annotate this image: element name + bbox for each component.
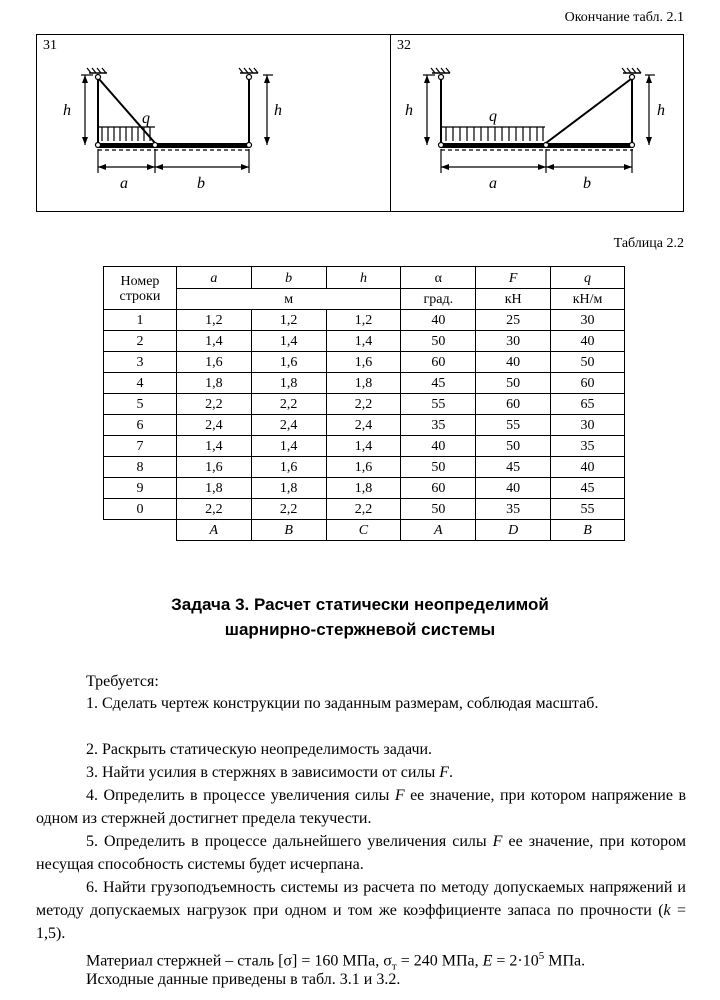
required-label: Требуется: (86, 673, 159, 690)
footer-cell: C (326, 520, 401, 541)
row-number-header: Номер строки (104, 267, 177, 310)
label-h-right: h (657, 102, 665, 119)
row-number-cell: 9 (104, 478, 177, 499)
column-header: b (251, 267, 326, 289)
table-cell: 45 (476, 457, 551, 478)
table-cell: 1,4 (251, 331, 326, 352)
table-cell: 30 (476, 331, 551, 352)
table-cell: 1,8 (251, 478, 326, 499)
table-row (104, 373, 625, 394)
table-cell: 50 (401, 457, 476, 478)
table-row (104, 499, 625, 520)
table-cell: 40 (476, 478, 551, 499)
figure-panel (36, 34, 684, 212)
table-cell: 1,4 (326, 436, 401, 457)
task-subtitle: шарнирно-стержневой системы (224, 620, 496, 639)
table-cell: 2,2 (176, 499, 251, 520)
row-number-cell: 2 (104, 331, 177, 352)
table-cell: 1,4 (251, 436, 326, 457)
table-cell: 50 (551, 352, 625, 373)
row-number-cell: 8 (104, 457, 177, 478)
table-cell: 1,8 (251, 373, 326, 394)
table-cell: 40 (401, 310, 476, 331)
table-header-row (104, 267, 625, 289)
table-cell: 2,4 (251, 415, 326, 436)
label-h-right: h (274, 102, 282, 119)
table-cell: 50 (476, 373, 551, 394)
item-4: 4. Определить в процессе увеличения силы F ее значение, при котором напряжение в одном из стержней достигнет предела текучести. (36, 787, 686, 827)
table-cell: 2,2 (326, 499, 401, 520)
table-body (104, 310, 625, 520)
task-title: Задача 3. Расчет статически неопределимой (171, 595, 549, 614)
row-number-cell: 6 (104, 415, 177, 436)
table-units-row (104, 289, 625, 310)
unit-cell: кН/м (551, 289, 625, 310)
label-b: b (197, 175, 205, 192)
table-cell: 40 (476, 352, 551, 373)
column-header: q (551, 267, 625, 289)
figure-number-31: 31 (43, 38, 57, 53)
row-number-cell: 5 (104, 394, 177, 415)
table-cell: 2,2 (326, 394, 401, 415)
table-cell: 1,2 (176, 310, 251, 331)
label-a: a (489, 175, 497, 192)
table-cell: 50 (401, 499, 476, 520)
row-number-cell: 0 (104, 499, 177, 520)
table-cell: 35 (401, 415, 476, 436)
table-cell: 1,4 (176, 436, 251, 457)
table-cell: 1,6 (176, 457, 251, 478)
table-cell: 60 (401, 478, 476, 499)
column-header: a (176, 267, 251, 289)
table-cell: 35 (476, 499, 551, 520)
diagram-32 (391, 35, 685, 211)
table-cell: 2,2 (176, 394, 251, 415)
table-cell: 60 (551, 373, 625, 394)
table-cell: 1,8 (176, 478, 251, 499)
table-cell: 1,6 (251, 352, 326, 373)
item-5: 5. Определить в процессе дальнейшего увеличения силы F ее значение, при котором несущая способность системы будет исчерпана. (36, 833, 686, 873)
column-header: α (401, 267, 476, 289)
table-cell: 1,6 (326, 352, 401, 373)
unit-cell: кН (476, 289, 551, 310)
table-cell: 55 (401, 394, 476, 415)
table-cell: 1,6 (326, 457, 401, 478)
table-row (104, 310, 625, 331)
column-header: F (476, 267, 551, 289)
label-h-left: h (63, 102, 71, 119)
table-row (104, 352, 625, 373)
item-6: 6. Найти грузоподъемность системы из расчета по методу допускаемых напряжений и методу допускаемых нагрузок при одном и том же коэффициенте запаса по прочности (k = 1,5). (36, 879, 687, 942)
column-header: h (326, 267, 401, 289)
table-cell: 50 (476, 436, 551, 457)
table-cell: 1,6 (176, 352, 251, 373)
table-cell: 45 (401, 373, 476, 394)
row-number-cell: 7 (104, 436, 177, 457)
label-q: q (142, 110, 150, 127)
table-cell: 55 (476, 415, 551, 436)
table-cell: 45 (551, 478, 625, 499)
diagram-31 (37, 35, 391, 211)
table-cell: 40 (551, 331, 625, 352)
material-line: Материал стержней – сталь [σ] = 160 МПа, $\sigma_т = 240$ МПа, $E = 2\cdot 10^5$ МПа. (86, 950, 586, 973)
table-cell: 1,4 (176, 331, 251, 352)
table-cell: 65 (551, 394, 625, 415)
table-cell: 2,4 (326, 415, 401, 436)
source-line: Исходные данные приведены в табл. 3.1 и 3.2. (86, 971, 401, 988)
table-cell: 2,2 (251, 499, 326, 520)
footer-cell: B (251, 520, 326, 541)
unit-cell: град. (401, 289, 476, 310)
table-footer-row (104, 520, 625, 541)
label-a: a (120, 175, 128, 192)
table-cell: 1,8 (176, 373, 251, 394)
table-cell: 30 (551, 310, 625, 331)
table-cell: 1,6 (251, 457, 326, 478)
row-number-cell: 1 (104, 310, 177, 331)
table-cell: 1,2 (251, 310, 326, 331)
footer-cell: A (176, 520, 251, 541)
table-row (104, 478, 625, 499)
empty-cell (104, 520, 177, 541)
item-3: 3. Найти усилия в стержнях в зависимости от силы F. (86, 764, 453, 781)
table-cell: 1,4 (326, 331, 401, 352)
label-b: b (583, 175, 591, 192)
table-cell: 25 (476, 310, 551, 331)
figure-number-32: 32 (397, 38, 411, 53)
item-2: 2. Раскрыть статическую неопределимость задачи. (86, 741, 433, 758)
table-cell: 60 (476, 394, 551, 415)
label-h-left: h (405, 102, 413, 119)
table-cell: 40 (401, 436, 476, 457)
table-cell: 35 (551, 436, 625, 457)
table-row (104, 436, 625, 457)
figure-caption: Окончание табл. 2.1 (564, 10, 684, 25)
table-cell: 1,8 (326, 478, 401, 499)
table-cell: 30 (551, 415, 625, 436)
footer-cell: B (551, 520, 625, 541)
data-table (103, 266, 625, 541)
label-q: q (489, 108, 497, 125)
table-row (104, 457, 625, 478)
table-caption: Таблица 2.2 (613, 236, 684, 251)
table-row (104, 331, 625, 352)
item-1: 1. Сделать чертеж конструкции по заданным размерам, соблюдая масштаб. (86, 695, 599, 712)
table-row (104, 415, 625, 436)
table-cell: 40 (551, 457, 625, 478)
table-cell: 60 (401, 352, 476, 373)
table-cell: 2,2 (251, 394, 326, 415)
row-number-cell: 4 (104, 373, 177, 394)
unit-cell: м (176, 289, 400, 310)
table-row (104, 394, 625, 415)
table-cell: 55 (551, 499, 625, 520)
row-number-cell: 3 (104, 352, 177, 373)
footer-cell: A (401, 520, 476, 541)
table-cell: 2,4 (176, 415, 251, 436)
footer-cell: D (476, 520, 551, 541)
table-cell: 1,8 (326, 373, 401, 394)
table-cell: 50 (401, 331, 476, 352)
table-cell: 1,2 (326, 310, 401, 331)
